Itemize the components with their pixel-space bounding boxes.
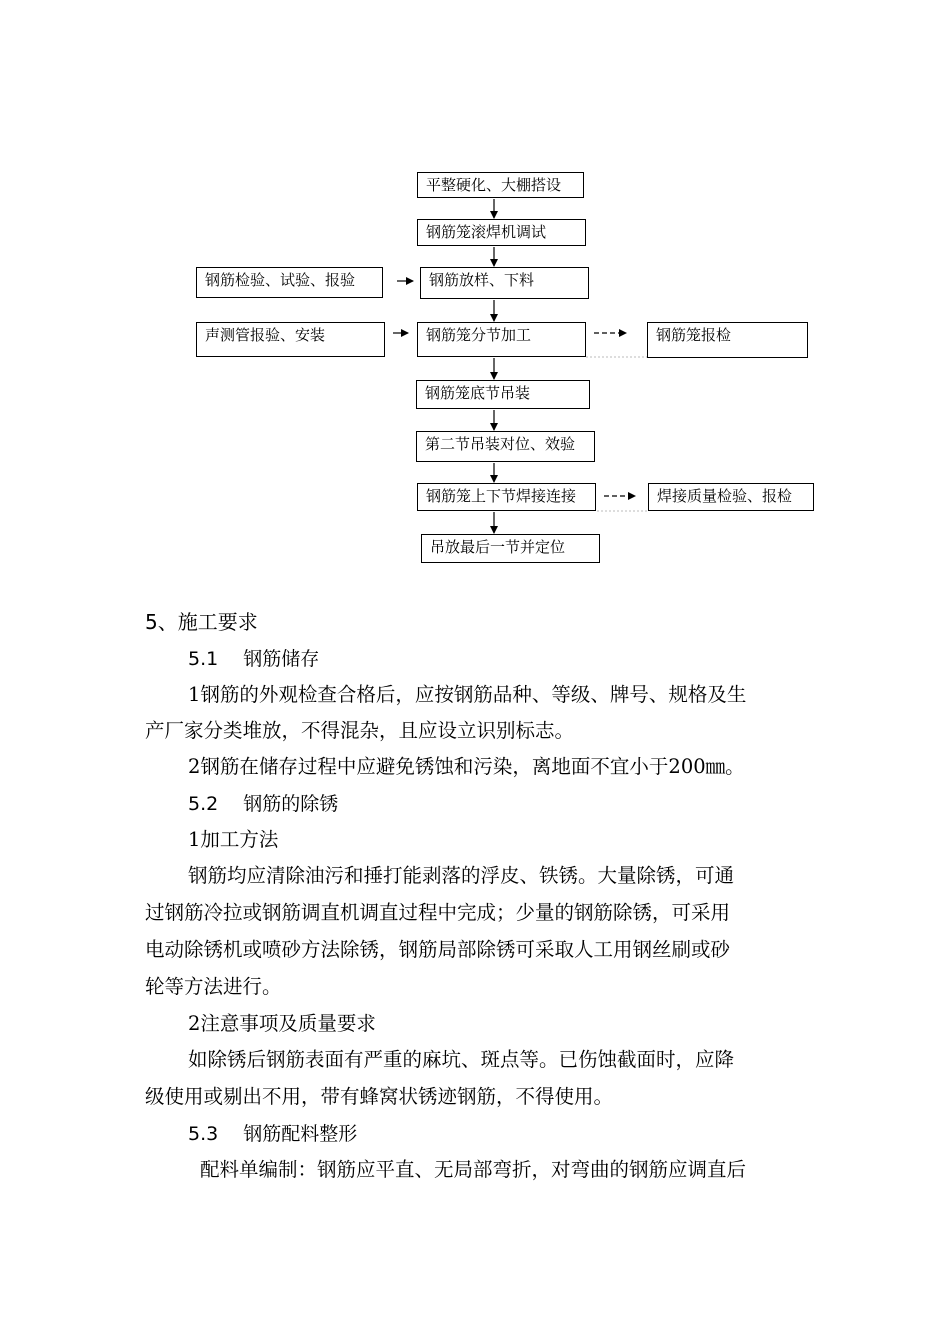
flow-step-6-label: 第二节吊装对位、效验 <box>425 435 576 453</box>
para-5-2-a-line2: 过钢筋冷拉或钢筋调直机调直过程中完成；少量的钢筋除锈，可采用 <box>145 901 731 924</box>
para-5-2-subheading-1: 1加工方法 <box>188 828 279 851</box>
para-5-3-line1: 配料单编制：钢筋应平直、无局部弯折，对弯曲的钢筋应调直后 <box>200 1158 747 1181</box>
para-5-1-item2: 2钢筋在储存过程中应避免锈蚀和污染，离地面不宜小于200㎜。 <box>188 755 745 778</box>
para-5-1-item1-line1: 1钢筋的外观检查合格后，应按钢筋品种、等级、牌号、规格及生 <box>188 683 747 706</box>
flow-side-right-1-label: 钢筋笼报检 <box>656 326 732 344</box>
flow-step-2-label: 钢筋笼滚焊机调试 <box>426 223 547 241</box>
para-5-2-a-line3: 电动除锈机或喷砂方法除锈，钢筋局部除锈可采取人工用钢丝刷或砂 <box>145 938 731 961</box>
para-5-2-subheading-2: 2注意事项及质量要求 <box>188 1012 376 1035</box>
section-5-2-heading: 5.2 钢筋的除锈 <box>188 793 339 815</box>
flow-step-3-label: 钢筋放样、下料 <box>429 271 535 289</box>
flow-step-5-label: 钢筋笼底节吊装 <box>425 384 531 402</box>
para-5-2-a-line4: 轮等方法进行。 <box>145 975 282 998</box>
section-5-1-heading: 5.1 钢筋储存 <box>188 648 320 670</box>
flow-side-left-1-label: 钢筋检验、试验、报验 <box>205 271 356 289</box>
section-5-3-heading: 5.3 钢筋配料整形 <box>188 1123 358 1145</box>
flow-step-1-label: 平整硬化、大棚搭设 <box>426 176 562 194</box>
flow-side-left-2-label: 声测管报验、安装 <box>205 326 326 344</box>
flow-step-8-label: 吊放最后一节并定位 <box>430 538 566 556</box>
para-5-2-b-line2: 级使用或剔出不用，带有蜂窝状锈迹钢筋，不得使用。 <box>145 1085 614 1108</box>
para-5-1-item1-line2: 产厂家分类堆放，不得混杂，且应设立识别标志。 <box>145 719 575 742</box>
para-5-2-a-line1: 钢筋均应清除油污和捶打能剥落的浮皮、铁锈。大量除锈，可通 <box>188 864 735 887</box>
flow-step-4-label: 钢筋笼分节加工 <box>426 326 532 344</box>
para-5-2-b-line1: 如除锈后钢筋表面有严重的麻坑、斑点等。已伤蚀截面时，应降 <box>188 1048 735 1071</box>
flow-side-right-2-label: 焊接质量检验、报检 <box>657 487 793 505</box>
section-5-heading: 5、施工要求 <box>145 610 258 634</box>
flow-step-7-label: 钢筋笼上下节焊接连接 <box>426 487 577 505</box>
flowchart-arrows <box>0 0 950 600</box>
